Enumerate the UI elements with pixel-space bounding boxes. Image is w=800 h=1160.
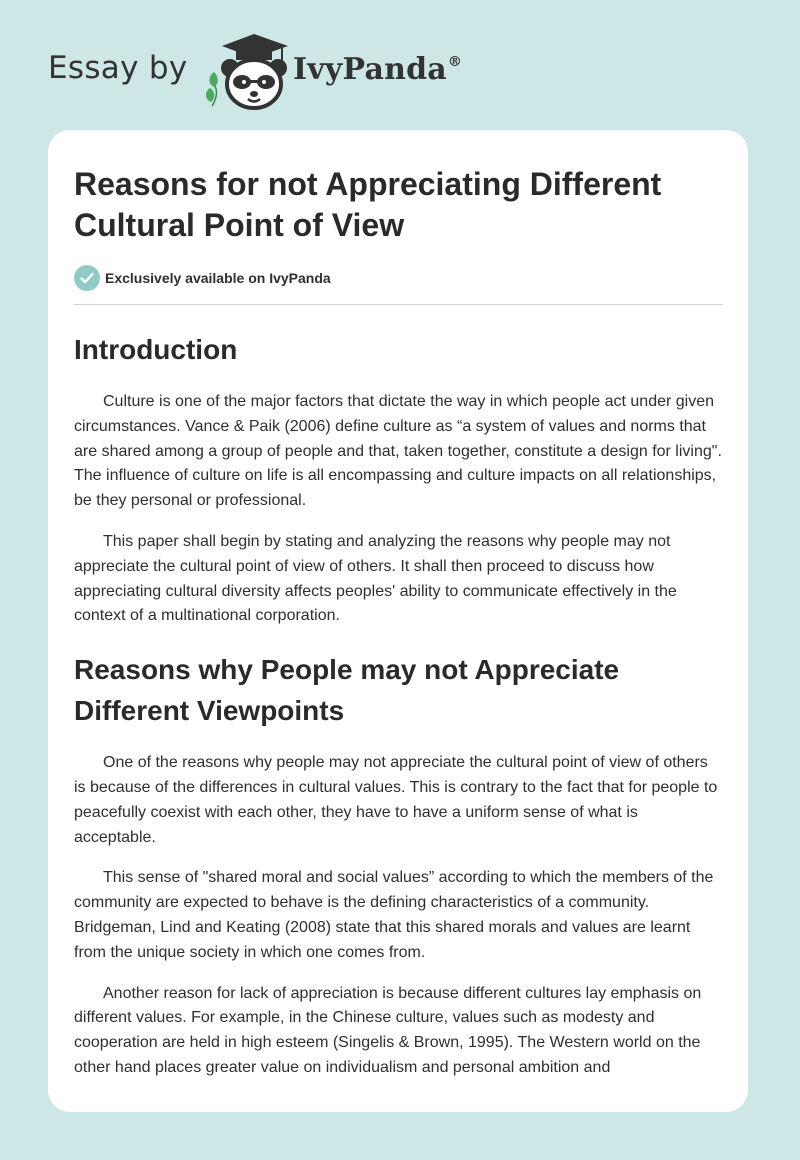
essay-by-label: Essay by	[48, 50, 188, 86]
paragraph: This paper shall begin by stating and analyzing the reasons why people may not appreciate the cultural point of view of others. It shall then proceed to discuss how appreciating cultural diversity affects peoples' ability to communicate effectively in the context of a multinational corporation.	[74, 532, 677, 625]
registered-mark: ®	[447, 54, 463, 70]
brand-logo-text[interactable]	[293, 52, 462, 87]
paragraph: Culture is one of the major factors that dictate the way in which people act under given circumstances. Vance & Paik (2006) define culture as “a system of values and norms that are shared among a group of people and that, taken together, constitute a design for living". The influence of culture on life is all encompassing and culture impacts on all relationships, be they personal or professional.	[74, 393, 722, 510]
ivy-leaf-icon	[206, 72, 218, 106]
section-heading-introduction: Introduction	[74, 334, 238, 365]
panda-graduate-icon[interactable]	[202, 32, 302, 112]
paragraph: One of the reasons why people may not appreciate the cultural point of view of others is because of the differences in cultural values. This is contrary to the fact that for people to peacefully coexist with each other, they have to have a uniform sense of what is acceptable.	[74, 754, 718, 846]
essay-content	[74, 164, 723, 1081]
check-circle-icon	[74, 265, 100, 291]
paragraph: Another reason for lack of appreciation is because different cultures lay emphasis on different values. For example, in the Chinese culture, values such as modesty and cooperation are held in high esteem (Singelis & Brown, 1995). The Western world on the other hand places greater value on individualism and personal ambition and	[74, 984, 702, 1076]
exclusive-label: Exclusively available on IvyPanda	[105, 270, 331, 286]
title-divider	[74, 304, 723, 305]
brand-name: IvyPanda	[293, 52, 447, 87]
section-heading-reasons: Reasons why People may not Appreciate Different Viewpoints	[74, 654, 620, 727]
page-title: Reasons for not Appreciating Different Cultural Point of View	[74, 166, 662, 243]
exclusive-badge	[74, 264, 723, 292]
site-header	[48, 32, 768, 112]
essay-card	[48, 130, 748, 1112]
paragraph: This sense of "shared moral and social values” according to which the members of the community are expected to behave is the defining characteristics of a community. Bridgeman, Lind and Keating (2008) state that this shared morals and values are learnt from the unique society in which one comes from.	[74, 869, 714, 961]
